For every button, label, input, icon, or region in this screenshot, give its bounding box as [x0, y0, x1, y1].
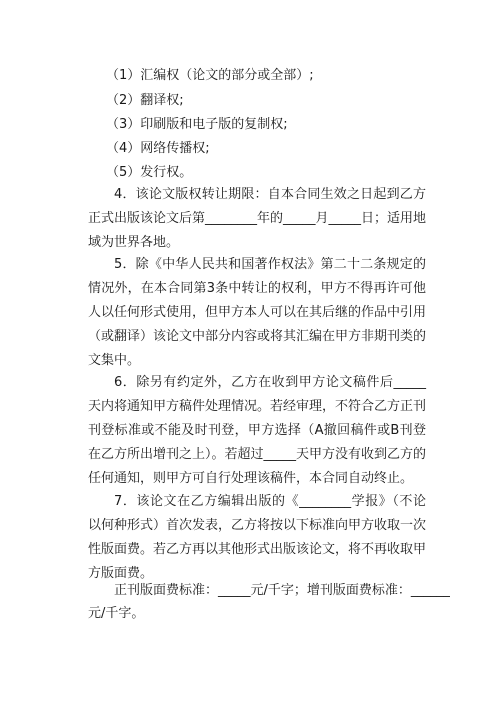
- rights-item-network: （4）网络传播权;: [106, 141, 210, 156]
- clause-4-term: 4．该论文版权转让期限：自本合同生效之日起到乙方正式出版该论文后第________年的_____月_____日；适用地域为世界各地。: [88, 187, 427, 250]
- clause-6-review: 6．除另有约定外，乙方在收到甲方论文稿件后_____天内将通知甲方稿件处理情况。若经审理，不符合乙方正刊刊登标准或不能及时刊登，甲方选择（A撤回稿件或B刊登在乙方所出增刊之上）。若超过_____天甲方没有收到乙方的任何通知，则甲方可自行处理该稿件，本合同自动终止。: [88, 375, 427, 486]
- fee-standard-unit: 元/千字。: [88, 606, 145, 621]
- fee-standard-line: 正刊版面费标准：_____元/千字；增刊版面费标准：______: [114, 583, 450, 598]
- rights-item-distribution: （5）发行权。: [106, 165, 193, 180]
- rights-item-reproduction: （3）印刷版和电子版的复制权;: [106, 117, 288, 132]
- rights-item-compilation: （1）汇编权（论文的部分或全部）;: [106, 68, 314, 83]
- clause-7-fee: 7．该论文在乙方编辑出版的《________学报》（不论以何种形式）首次发表，乙方将按以下标准向甲方收取一次性版面费。若乙方再以其他形式出版该论文，将不再收取甲方版面费。: [88, 494, 427, 581]
- rights-item-translation: （2）翻译权;: [106, 93, 184, 108]
- clause-5-exclusivity: 5．除《中华人民共和国著作权法》第二十二条规定的情况外，在本合同第3条中转让的权利，甲方不得再许可他人以任何形式使用，但甲方本人可以在其后继的作品中引用（或翻译）该论文中部分内容或将其汇编在甲方非期刊类的文集中。: [88, 257, 427, 368]
